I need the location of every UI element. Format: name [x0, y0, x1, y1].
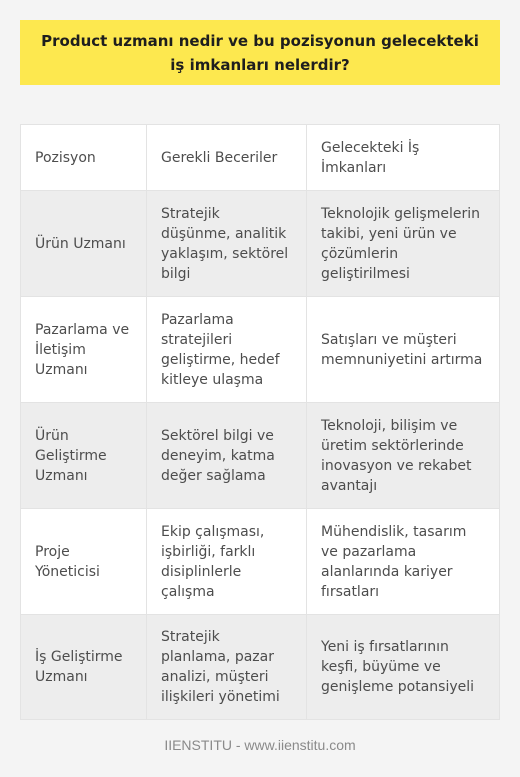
position-cell: Ürün Geliştirme Uzmanı [35, 427, 107, 484]
position-cell: Ürün Uzmanı [35, 235, 126, 252]
table-row [21, 191, 499, 297]
table-row [21, 403, 499, 509]
skills-cell: Stratejik planlama, pazar analizi, müşteri ilişkileri yönetimi [146, 615, 306, 719]
title-banner [20, 20, 500, 85]
opportunities-cell: Yeni iş fırsatlarının keşfi, büyüme ve genişleme potansiyeli [306, 615, 499, 719]
comparison-table [20, 124, 500, 720]
opportunities-cell: Teknolojik gelişmelerin takibi, yeni ürün ve çözümlerin geliştirilmesi [306, 191, 499, 296]
table-header-row [21, 125, 499, 191]
header-cell-position: Pozisyon [35, 149, 96, 166]
header-cell-opportunities: Gelecekteki İş İmkanları [306, 125, 499, 190]
opportunities-cell: Satışları ve müşteri memnuniyetini artırma [306, 297, 499, 402]
page-title: Product uzmanı nedir ve bu pozisyonun gelecekteki iş imkanları nelerdir? [41, 31, 479, 74]
skills-cell: Stratejik düşünme, analitik yaklaşım, sektörel bilgi [146, 191, 306, 296]
skills-cell: Pazarlama stratejileri geliştirme, hedef kitleye ulaşma [146, 297, 306, 402]
skills-cell: Sektörel bilgi ve deneyim, katma değer sağlama [146, 403, 306, 508]
position-cell: Proje Yöneticisi [35, 543, 100, 580]
footer-credit: IIENSTITU - www.iienstitu.com [164, 737, 356, 753]
table-row [21, 509, 499, 615]
opportunities-cell: Mühendislik, tasarım ve pazarlama alanlarında kariyer fırsatları [306, 509, 499, 614]
position-cell: Pazarlama ve İletişim Uzmanı [35, 321, 130, 378]
header-cell-skills: Gerekli Beceriler [146, 125, 306, 190]
table-row [21, 297, 499, 403]
position-cell: İş Geliştirme Uzmanı [35, 649, 123, 685]
opportunities-cell: Teknoloji, bilişim ve üretim sektörlerinde inovasyon ve rekabet avantajı [306, 403, 499, 508]
skills-cell: Ekip çalışması, işbirliği, farklı disiplinlerle çalışma [146, 509, 306, 614]
table-row [21, 615, 499, 719]
